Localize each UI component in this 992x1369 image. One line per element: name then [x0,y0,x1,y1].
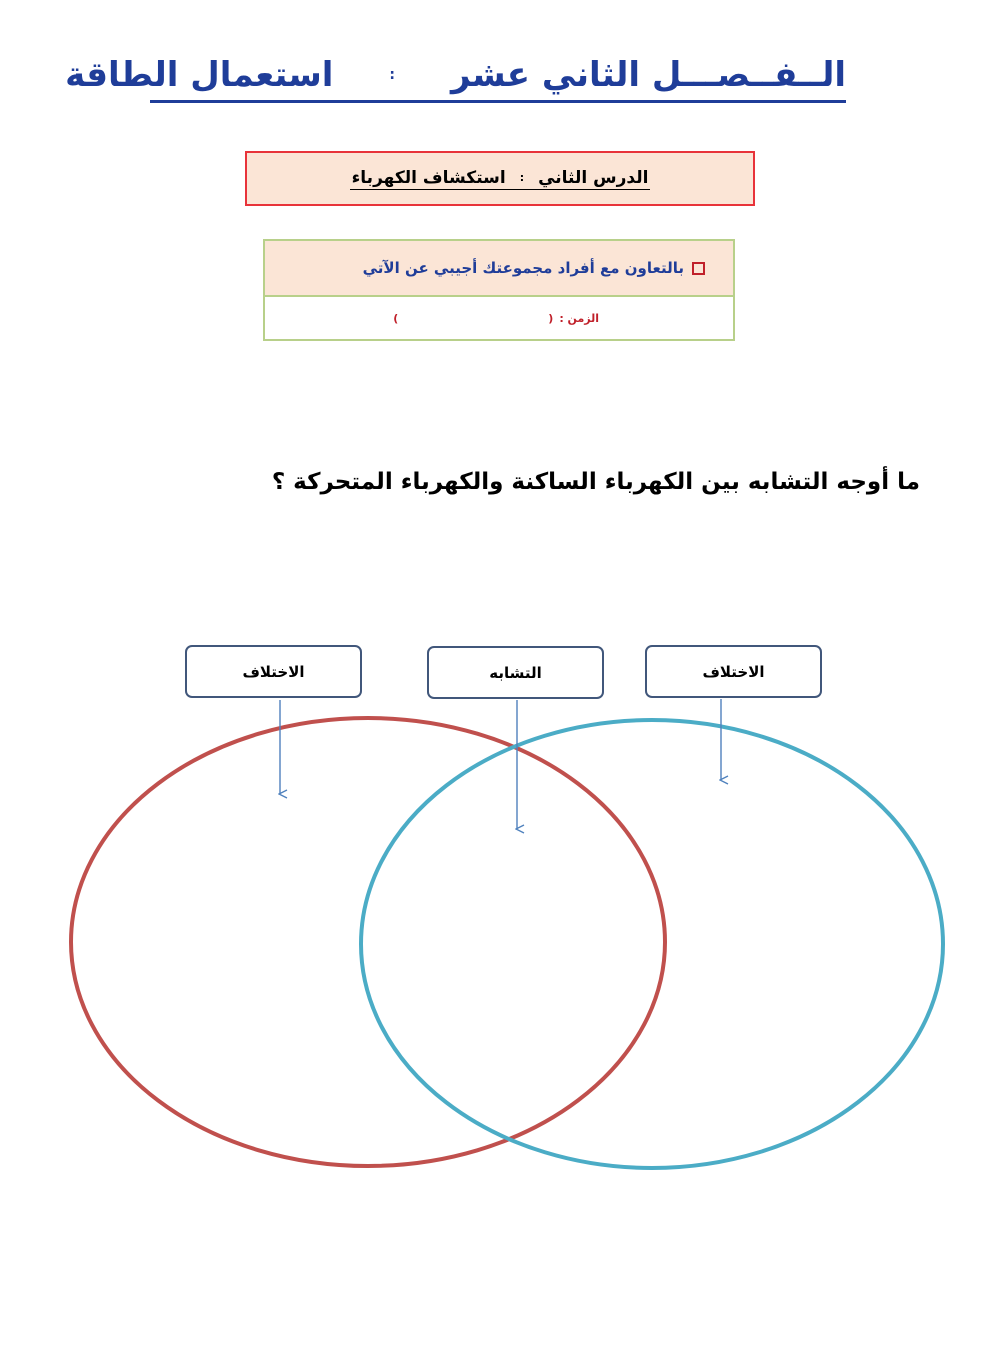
label-left-text: الاختلاف [242,662,305,681]
question-text: ما أوجه التشابه بين الكهرباء الساكنة والكهرباء المتحركة ؟ [271,469,920,495]
time-open-paren: ( [548,311,554,325]
left-circle [71,718,665,1166]
label-right-difference [645,645,822,698]
title-separator: : [389,67,396,83]
chapter-topic: استعمال الطاقة [65,55,334,95]
time-close-paren: ) [393,311,399,325]
label-right-text: الاختلاف [702,662,765,681]
task-instruction: بالتعاون مع أفراد مجموعتك أجيبي عن الآتي [362,259,684,277]
lesson-title: استكشاف الكهرباء [351,167,506,188]
lesson-number: الدرس الثاني [538,167,649,188]
label-left-difference [185,645,362,698]
label-middle-text: التشابه [489,663,542,682]
right-circle [361,720,943,1168]
chapter-name: الــفــصـــل الثاني عشر [451,55,846,95]
label-similarity [427,646,604,699]
time-label: الزمن : [559,311,599,325]
lesson-separator: : [519,171,525,184]
